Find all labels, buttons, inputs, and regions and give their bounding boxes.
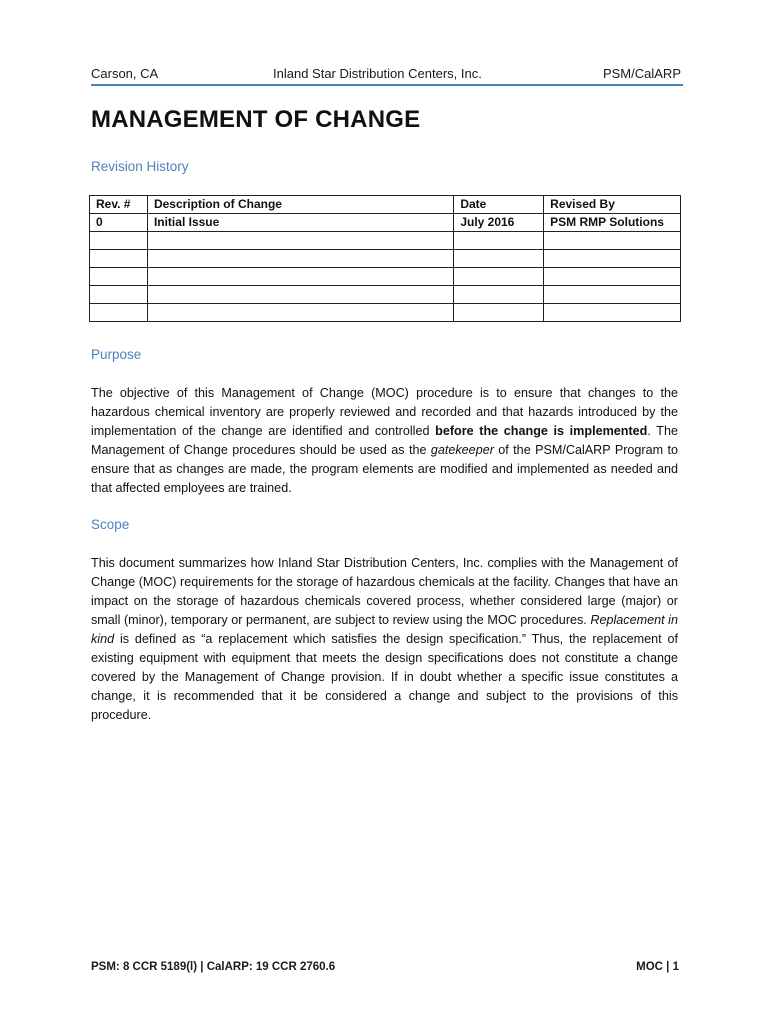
purpose-emphasis: before the change is implemented [435,424,648,438]
cell-rev [90,304,148,322]
footer-regulations: PSM: 8 CCR 5189(l) | CalARP: 19 CCR 2760.6 [91,961,336,973]
table-row [90,268,681,286]
cell-date [454,250,544,268]
cell-revised-by [544,304,681,322]
scope-text-1: This document summarizes how Inland Star Distribution Centers, Inc. complies with the Management of Change (MOC) requirements for the storage of hazardous chemicals at the facility. Changes that have an impact on the storage of hazardous chemicals covered process, whether considered large (major) or small (minor), temporary or permanent, are subject to review using the MOC procedures. [91,556,678,627]
header-program: PSM/CalARP [602,66,681,81]
cell-description [147,304,453,322]
cell-rev [90,286,148,304]
cell-rev [90,268,148,286]
cell-description [147,232,453,250]
scope-text-2: is defined as “a replacement which satisfies the design specification.” Thus, the replacement of existing equipment with equipment that meets the design specifications does not constitute a change covered by the Management of Change provision. If in doubt whether a specific issue constitutes a change, it is recommended that it be considered a change and subject to the provisions of this procedure. [91,632,678,722]
header-rule [91,84,683,86]
page-header [91,66,681,82]
table-row [90,214,681,232]
table-row [90,232,681,250]
table-row [90,250,681,268]
cell-description: Initial Issue [147,214,453,232]
cell-revised-by [544,268,681,286]
revision-history-table [89,195,681,322]
purpose-paragraph [91,384,678,498]
cell-date [454,286,544,304]
cell-revised-by [544,286,681,304]
purpose-text-3: of the PSM/CalARP Program to ensure that as changes are made, the program elements are modified and implemented as needed and that affected employees are trained. [91,443,679,495]
page-footer [91,961,679,977]
table-row [90,304,681,322]
purpose-text-2: . The Management of Change procedures should be used as the [91,424,678,457]
column-header-revised-by: Revised By [544,196,681,214]
cell-revised-by [544,250,681,268]
cell-date [454,304,544,322]
cell-revised-by [544,232,681,250]
column-header-description: Description of Change [147,196,453,214]
revision-history-heading: Revision History [91,159,189,174]
cell-date [454,232,544,250]
header-location: Carson, CA [91,66,159,81]
cell-rev: 0 [90,214,148,232]
cell-rev [90,232,148,250]
table-row [90,286,681,304]
scope-replacement-in-kind: Replacement in kind [91,613,678,646]
purpose-gatekeeper: gatekeeper [430,443,494,457]
scope-paragraph [91,554,678,725]
footer-page-number: MOC | 1 [636,961,679,973]
document-title: MANAGEMENT OF CHANGE [91,106,421,133]
purpose-text-1: The objective of this Management of Change (MOC) procedure is to ensure that changes to the hazardous chemical inventory are properly reviewed and recorded and that hazards introduced by the implementation of the change are identified and controlled [91,386,678,438]
cell-revised-by: PSM RMP Solutions [544,214,681,232]
column-header-rev: Rev. # [90,196,148,214]
scope-heading: Scope [91,517,130,532]
column-header-date: Date [454,196,544,214]
cell-description [147,268,453,286]
header-company: Inland Star Distribution Centers, Inc. [273,66,482,81]
purpose-heading: Purpose [91,347,142,362]
cell-description [147,286,453,304]
cell-description [147,250,453,268]
cell-rev [90,250,148,268]
cell-date: July 2016 [454,214,544,232]
cell-date [454,268,544,286]
table-header-row [90,196,681,214]
